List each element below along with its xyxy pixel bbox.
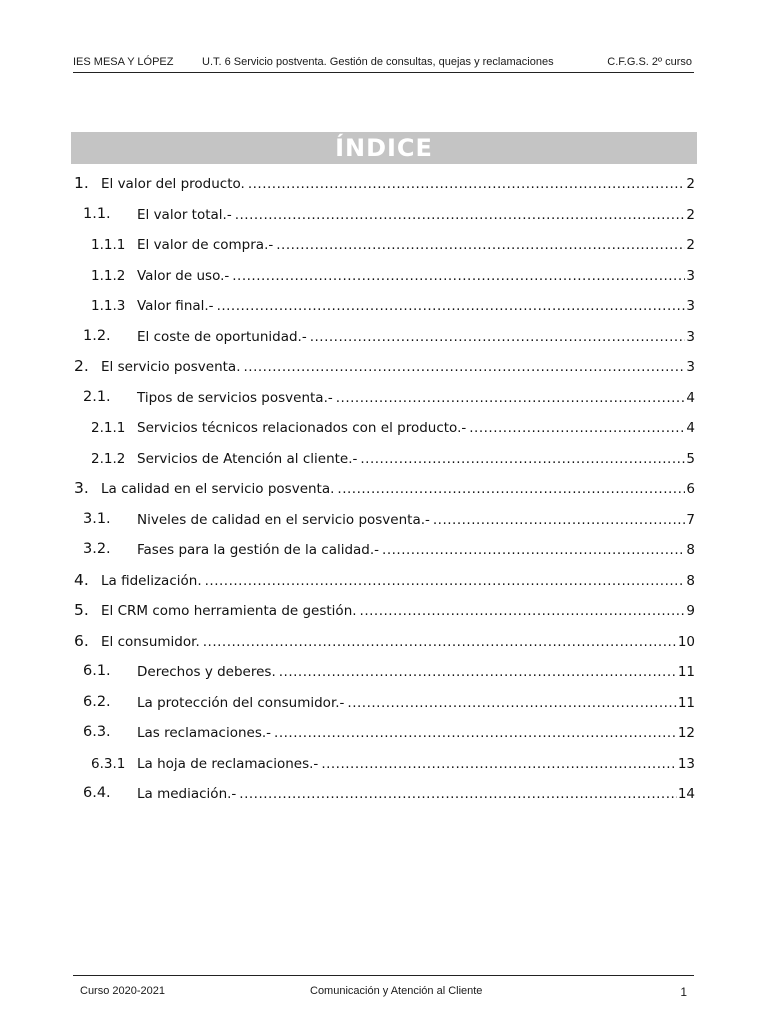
- toc-entry-line: [101, 359, 695, 375]
- toc-entry[interactable]: [71, 382, 697, 413]
- toc-entry-line: [137, 542, 695, 558]
- toc-entry-page: 5: [686, 450, 695, 467]
- toc-entry-line: [137, 512, 695, 528]
- toc-entry-number: 1.1.: [83, 205, 111, 222]
- page-footer: [73, 975, 694, 1002]
- toc-entry-line: [137, 268, 695, 284]
- toc-entry-label: El servicio posventa.: [101, 359, 241, 375]
- toc-entry-number: 4.: [74, 570, 89, 589]
- toc-entry-line: [101, 573, 695, 589]
- toc-entry-label: Niveles de calidad en el servicio posventa.-: [137, 511, 430, 528]
- toc-entry-page: 6: [686, 481, 695, 497]
- toc-entry-line: [137, 786, 695, 802]
- toc-entry[interactable]: [71, 443, 697, 474]
- footer-subject: Comunicación y Atención al Cliente: [310, 985, 483, 997]
- header-course: C.F.G.S. 2º curso: [607, 56, 692, 68]
- toc-entry-page: 3: [686, 328, 695, 345]
- toc-entry[interactable]: [71, 229, 697, 260]
- toc-entry-page: 11: [677, 694, 695, 711]
- toc-entry-number: 6.1.: [83, 663, 111, 679]
- toc-entry-label: Fases para la gestión de la calidad.-: [137, 542, 380, 558]
- toc-entry-number: 6.3.: [83, 724, 111, 740]
- toc-entry-number: 2.1.: [83, 388, 111, 405]
- toc-entry-page: 4: [686, 389, 695, 406]
- toc-entry[interactable]: [71, 656, 697, 687]
- toc-entry-label: La calidad en el servicio posventa.: [101, 481, 335, 497]
- toc-entry-number: 2.1.1: [91, 420, 126, 436]
- toc-entry[interactable]: [71, 168, 697, 199]
- toc-dot-leader: [217, 298, 686, 314]
- toc-entry-number: 3.2.: [83, 541, 111, 557]
- toc-entry-line: [101, 634, 695, 650]
- toc-entry-number: 5.: [74, 601, 89, 619]
- toc-dot-leader: [205, 573, 686, 589]
- toc-entry-page: 9: [686, 603, 695, 619]
- toc-entry-page: 3: [686, 267, 695, 284]
- toc-dot-leader: [232, 268, 685, 284]
- toc-entry-label: La fidelización.: [101, 572, 202, 589]
- toc-dot-leader: [360, 451, 685, 467]
- toc-entry-label: La mediación.-: [137, 786, 237, 802]
- index-title: ÍNDICE: [71, 132, 697, 164]
- header-school: IES MESA Y LÓPEZ: [73, 56, 174, 68]
- toc-entry[interactable]: [71, 626, 697, 657]
- toc-entry-page: 8: [686, 542, 695, 558]
- toc-dot-leader: [433, 512, 686, 528]
- toc-entry-number: 1.1.3: [91, 298, 126, 314]
- page-header: [73, 54, 694, 73]
- toc-entry-number: 6.: [74, 631, 89, 650]
- toc-dot-leader: [382, 542, 685, 558]
- toc-entry-label: El coste de oportunidad.-: [137, 328, 307, 345]
- toc-entry[interactable]: [71, 687, 697, 718]
- toc-entry-page: 4: [686, 420, 695, 436]
- toc-entry-label: Servicios de Atención al cliente.-: [137, 450, 358, 467]
- toc-entry-page: 14: [677, 786, 695, 802]
- toc-entry-label: El valor del producto.: [101, 176, 245, 192]
- toc-entry[interactable]: [71, 260, 697, 291]
- toc-entry-page: 11: [677, 664, 695, 680]
- toc-entry-label: Servicios técnicos relacionados con el producto.-: [137, 420, 467, 436]
- toc-entry[interactable]: [71, 504, 697, 535]
- toc-dot-leader: [337, 481, 685, 497]
- toc-entry-label: La hoja de reclamaciones.-: [137, 755, 319, 772]
- toc-entry-number: 2.: [74, 357, 89, 375]
- footer-page-number: 1: [680, 985, 687, 999]
- toc-entry-page: 2: [686, 176, 695, 192]
- toc-entry-number: 6.2.: [83, 693, 111, 710]
- toc-entry-label: El valor de compra.-: [137, 237, 274, 253]
- toc-entry-page: 3: [686, 298, 695, 314]
- toc-entry-number: 1.2.: [83, 327, 111, 344]
- toc-entry-line: [137, 207, 695, 223]
- toc-entry[interactable]: [71, 717, 697, 748]
- toc-entry[interactable]: [71, 290, 697, 321]
- toc-entry-number: 2.1.2: [91, 450, 126, 467]
- toc-dot-leader: [279, 664, 677, 680]
- toc-entry-label: El CRM como herramienta de gestión.: [101, 603, 357, 619]
- toc-dot-leader: [347, 695, 676, 711]
- toc-entry-page: 2: [686, 206, 695, 223]
- table-of-contents: [71, 168, 697, 809]
- toc-dot-leader: [203, 634, 677, 650]
- toc-entry-page: 12: [677, 725, 695, 741]
- toc-entry-line: [137, 329, 695, 345]
- toc-entry[interactable]: [71, 565, 697, 596]
- toc-entry-line: [137, 237, 695, 253]
- toc-entry[interactable]: [71, 595, 697, 626]
- toc-entry-line: [137, 451, 695, 467]
- toc-entry-line: [137, 298, 695, 314]
- toc-entry-label: La protección del consumidor.-: [137, 694, 345, 711]
- toc-entry-number: 1.1.1: [91, 237, 126, 253]
- toc-dot-leader: [244, 359, 686, 375]
- toc-dot-leader: [274, 725, 677, 741]
- toc-entry[interactable]: [71, 412, 697, 443]
- toc-entry-number: 1.: [74, 174, 89, 192]
- toc-entry-page: 8: [686, 572, 695, 589]
- toc-dot-leader: [235, 207, 686, 223]
- toc-entry-page: 13: [677, 755, 695, 772]
- toc-entry-line: [101, 603, 695, 619]
- toc-entry-label: El valor total.-: [137, 206, 232, 223]
- toc-entry-page: 7: [686, 511, 695, 528]
- toc-entry-line: [137, 390, 695, 406]
- toc-entry-page: 3: [686, 359, 695, 375]
- toc-dot-leader: [310, 329, 686, 345]
- toc-entry[interactable]: [71, 199, 697, 230]
- toc-entry-line: [137, 664, 695, 680]
- toc-entry[interactable]: [71, 473, 697, 504]
- toc-entry-label: Valor de uso.-: [137, 267, 230, 284]
- toc-entry[interactable]: [71, 351, 697, 382]
- toc-entry-line: [101, 176, 695, 192]
- toc-dot-leader: [321, 756, 677, 772]
- toc-entry-line: [137, 695, 695, 711]
- toc-entry[interactable]: [71, 321, 697, 352]
- toc-entry[interactable]: [71, 534, 697, 565]
- toc-dot-leader: [336, 390, 686, 406]
- toc-entry-label: Valor final.-: [137, 298, 214, 314]
- toc-entry-number: 3.1.: [83, 510, 111, 527]
- toc-entry-label: Derechos y deberes.: [137, 664, 276, 680]
- toc-entry[interactable]: [71, 748, 697, 779]
- toc-entry-page: 2: [686, 237, 695, 253]
- toc-entry-line: [137, 420, 695, 436]
- toc-dot-leader: [360, 603, 686, 619]
- toc-entry-number: 3.: [74, 479, 89, 497]
- toc-entry-label: El consumidor.: [101, 633, 200, 650]
- toc-entry-number: 6.4.: [83, 785, 111, 801]
- toc-entry-line: [137, 756, 695, 772]
- header-unit-title: U.T. 6 Servicio postventa. Gestión de consultas, quejas y reclamaciones: [202, 56, 554, 68]
- toc-entry[interactable]: [71, 778, 697, 809]
- toc-entry-label: Tipos de servicios posventa.-: [137, 389, 333, 406]
- toc-entry-line: [101, 481, 695, 497]
- toc-dot-leader: [469, 420, 685, 436]
- toc-dot-leader: [239, 786, 677, 802]
- toc-entry-label: Las reclamaciones.-: [137, 725, 272, 741]
- toc-entry-number: 6.3.1: [91, 755, 126, 772]
- toc-entry-number: 1.1.2: [91, 267, 126, 284]
- toc-dot-leader: [248, 176, 686, 192]
- toc-dot-leader: [276, 237, 685, 253]
- footer-school-year: Curso 2020-2021: [80, 985, 166, 997]
- toc-entry-page: 10: [677, 633, 695, 650]
- toc-entry-line: [137, 725, 695, 741]
